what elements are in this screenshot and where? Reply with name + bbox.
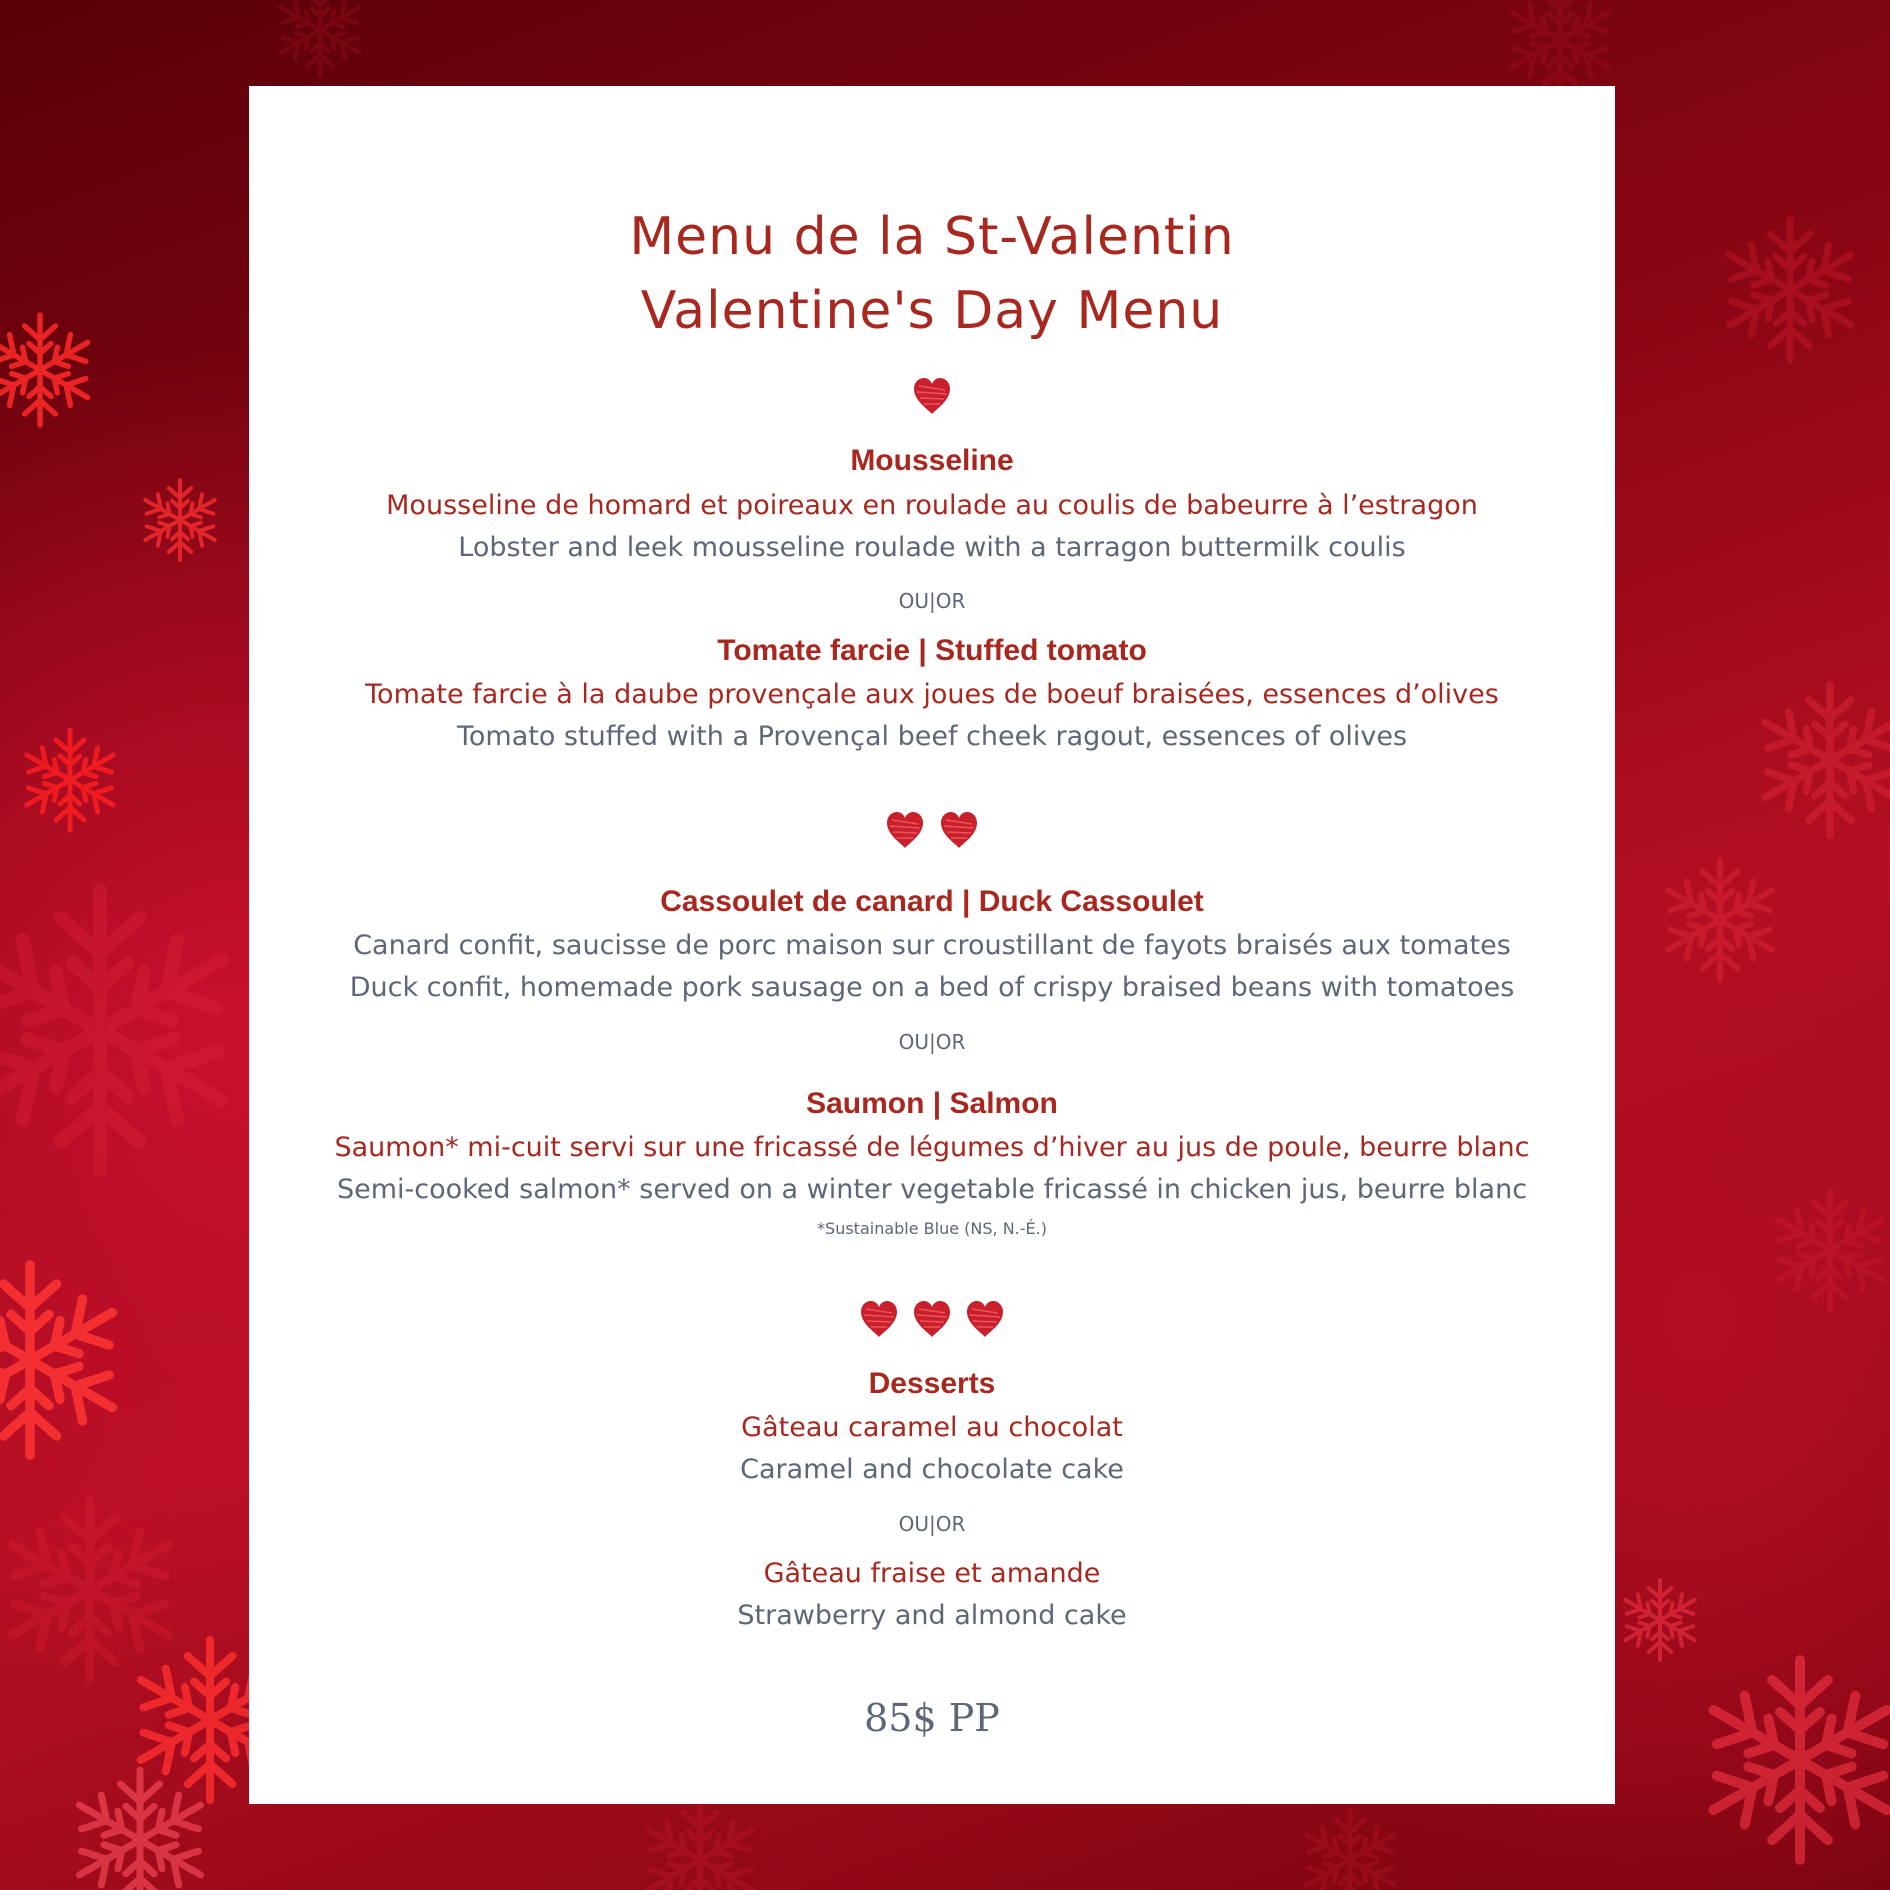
- title-english: Valentine's Day Menu: [640, 281, 1224, 341]
- heart-icon: [938, 810, 980, 850]
- menu-title: [249, 200, 1615, 348]
- dessert-1-desc-fr: Gâteau caramel au chocolat: [741, 1412, 1123, 1443]
- course-1-marker: [249, 376, 1615, 420]
- course-1-item-2-desc-en: Tomato stuffed with a Provençal beef cheek ragout, essences of olives: [456, 721, 1408, 752]
- course-2-item-1-heading: Cassoulet de canard | Duck Cassoulet: [660, 885, 1204, 918]
- course-2-item-1-desc-fr: Canard confit, saucisse de porc maison sur croustillant de fayots braisés aux tomates: [353, 930, 1511, 961]
- dessert-2-desc-en: Strawberry and almond cake: [737, 1600, 1127, 1631]
- heart-icon: [964, 1299, 1006, 1339]
- course-1-item-1-desc-en: Lobster and leek mousseline roulade with a tarragon buttermilk coulis: [458, 532, 1406, 563]
- course-2-item-2-desc-en: Semi-cooked salmon* served on a winter vegetable fricassé in chicken jus, beurre blanc: [336, 1174, 1528, 1205]
- course-1-item-2-desc-fr: Tomate farcie à la daube provençale aux joues de boeuf braisées, essences d’olives: [365, 679, 1499, 710]
- dessert-2-desc-fr: Gâteau fraise et amande: [763, 1558, 1101, 1589]
- or-separator: OU|OR: [898, 1030, 966, 1054]
- heart-icon: [884, 810, 926, 850]
- course-3-marker: [249, 1299, 1615, 1343]
- sustainability-note: *Sustainable Blue (NS, N.-É.): [817, 1219, 1047, 1238]
- heart-icon: [911, 376, 953, 416]
- course-1-item-1-desc-fr: Mousseline de homard et poireaux en roulade au coulis de babeurre à l’estragon: [386, 490, 1478, 521]
- title-french: Menu de la St-Valentin: [629, 207, 1235, 267]
- price-label: 85$ PP: [864, 1696, 1000, 1740]
- course-2-item-2-desc-fr: Saumon* mi-cuit servi sur une fricassé de légumes d’hiver au jus de poule, beurre blanc: [334, 1132, 1530, 1163]
- menu-card: [249, 86, 1615, 1804]
- course-1-item-1-heading: Mousseline: [850, 444, 1014, 477]
- course-2-item-2-heading: Saumon | Salmon: [806, 1087, 1058, 1120]
- or-separator: OU|OR: [898, 589, 966, 613]
- course-2-marker: [249, 810, 1615, 854]
- course-2-item-1-desc-en: Duck confit, homemade pork sausage on a bed of crispy braised beans with tomatoes: [349, 972, 1515, 1003]
- heart-icon: [911, 1299, 953, 1339]
- dessert-1-desc-en: Caramel and chocolate cake: [740, 1454, 1124, 1485]
- heart-icon: [858, 1299, 900, 1339]
- desserts-heading: Desserts: [868, 1367, 996, 1400]
- or-separator: OU|OR: [898, 1512, 966, 1536]
- course-1-item-2-heading: Tomate farcie | Stuffed tomato: [717, 634, 1147, 667]
